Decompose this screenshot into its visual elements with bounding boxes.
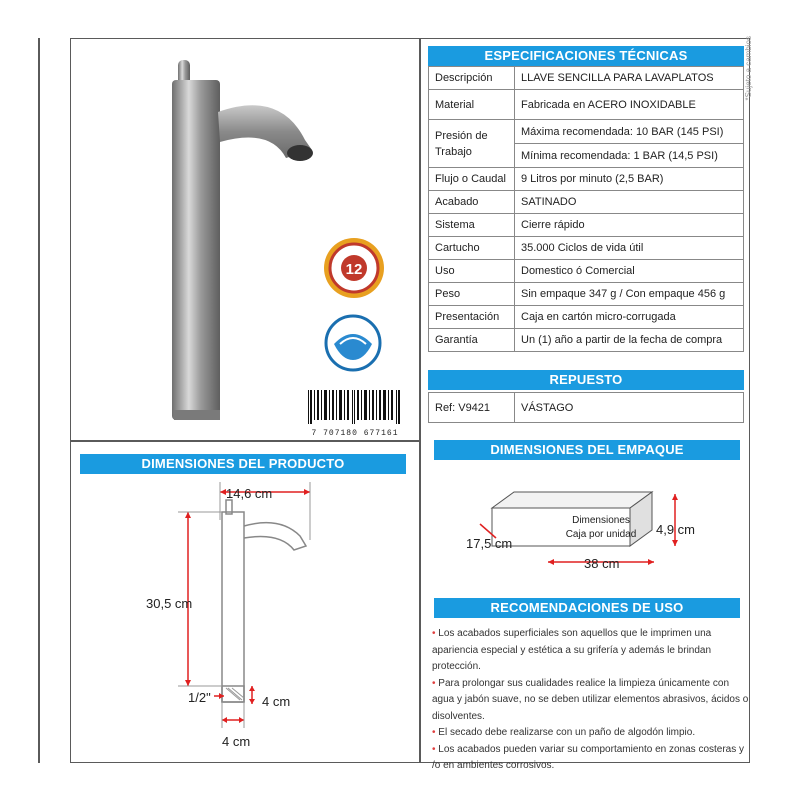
spec-value: Máxima recomendada: 10 BAR (145 PSI) [515, 120, 744, 144]
left-edge-line [38, 38, 40, 763]
product-thread-label: 1/2" [188, 690, 211, 705]
spec-label: Descripción [429, 67, 515, 90]
repuesto-title: REPUESTO [428, 370, 744, 390]
list-item: • Los acabados superficiales son aquellos que le imprimen una apariencia especial y estética a su grifería y además le brindan protección. [432, 628, 712, 672]
spec-label: Flujo o Caudal [429, 168, 515, 191]
table-row [429, 283, 744, 306]
package-depth-label: 17,5 cm [466, 536, 513, 551]
spec-value: Un (1) año a partir de la fecha de compra [515, 329, 744, 352]
table-row [429, 67, 744, 90]
table-row [429, 393, 744, 423]
spec-value: Mínima recomendada: 1 BAR (14,5 PSI) [515, 144, 744, 168]
spec-value: Domestico ó Comercial [515, 260, 744, 283]
recommendation-text: Los acabados superficiales son aquellos que le imprimen una apariencia especial y estética a su grifería y además le brindan protección. [432, 628, 712, 672]
repuesto-ref: Ref: V9421 [429, 393, 515, 423]
spec-label: Material [429, 90, 515, 120]
table-row [429, 214, 744, 237]
producto-title: DIMENSIONES DEL PRODUCTO [80, 454, 406, 474]
recomendaciones-title: RECOMENDACIONES DE USO [434, 598, 740, 618]
repuesto-name: VÁSTAGO [515, 393, 744, 423]
frame-divider [70, 440, 420, 442]
package-label-line2: Caja por unidad [565, 529, 637, 540]
side-note: *Sujeto a cambios [744, 36, 753, 101]
recommendation-text: El secado debe realizarse con un paño de algodón limpio. [438, 727, 696, 738]
spec-label: Presión de Trabajo [429, 120, 515, 168]
spec-label: Sistema [429, 214, 515, 237]
spec-value: Fabricada en ACERO INOXIDABLE [515, 90, 744, 120]
warranty-badge [322, 236, 386, 300]
product-height-label: 30,5 cm [146, 596, 193, 611]
specs-title: ESPECIFICACIONES TÉCNICAS [428, 46, 744, 66]
table-row [429, 237, 744, 260]
spec-value: Caja en cartón micro-corrugada [515, 306, 744, 329]
table-row [429, 260, 744, 283]
list-item: • El secado debe realizarse con un paño de algodón limpio. [432, 727, 696, 738]
table-row [429, 306, 744, 329]
barcode-number: 7 707180 677161 [311, 429, 399, 438]
spec-label: Presentación [429, 306, 515, 329]
table-row [429, 120, 744, 144]
specs-table [428, 66, 744, 352]
table-row [429, 90, 744, 120]
spec-label: Peso [429, 283, 515, 306]
faucet-image [160, 50, 330, 430]
empaque-title: DIMENSIONES DEL EMPAQUE [434, 440, 740, 460]
package-height-label: 4,9 cm [656, 522, 696, 537]
recommendation-text: Para prolongar sus cualidades realice la limpieza únicamente con agua y jabón suave, no se deben utilizar elementos abrasivos, ácidos o disolventes. [432, 677, 749, 722]
package-label-line1: Dimensiones [572, 515, 630, 526]
spec-value: 9 Litros por minuto (2,5 BAR) [515, 168, 744, 191]
spec-value: Sin empaque 347 g / Con empaque 456 g [515, 283, 744, 306]
package-length-label: 38 cm [584, 556, 620, 571]
spec-value: Cierre rápido [515, 214, 744, 237]
list-item: • Los acabados pueden variar su comportamiento en zonas costeras y /o en ambientes corrosivos. [432, 743, 745, 771]
warranty-years: 12 [345, 261, 363, 278]
table-row [429, 168, 744, 191]
recommendation-text: Los acabados pueden variar su comportamiento en zonas costeras y /o en ambientes corrosivos. [432, 743, 745, 771]
spec-value: LLAVE SENCILLA PARA LAVAPLATOS [515, 67, 744, 90]
product-width-label: 14,6 cm [226, 486, 273, 501]
list-item: • Para prolongar sus cualidades realice la limpieza únicamente con agua y jabón suave, no se deben utilizar elementos abrasivos, ácidos o disolventes. [432, 677, 749, 722]
spec-label: Acabado [429, 191, 515, 214]
product-base-height-label: 4 cm [262, 694, 291, 709]
spec-value: SATINADO [515, 191, 744, 214]
barcode-bars [306, 390, 404, 424]
spec-label: Uso [429, 260, 515, 283]
spec-label: Garantía [429, 329, 515, 352]
barcode [306, 390, 404, 436]
spec-value: 35.000 Ciclos de vida útil [515, 237, 744, 260]
product-dimension-drawing [160, 480, 360, 750]
repuesto-table [428, 392, 744, 423]
water-saving-badge [324, 314, 382, 372]
recommendations-list [432, 626, 750, 775]
table-row [429, 191, 744, 214]
product-base-width-label: 4 cm [222, 734, 251, 749]
table-row [429, 329, 744, 352]
package-label [556, 514, 646, 542]
spec-label: Cartucho [429, 237, 515, 260]
